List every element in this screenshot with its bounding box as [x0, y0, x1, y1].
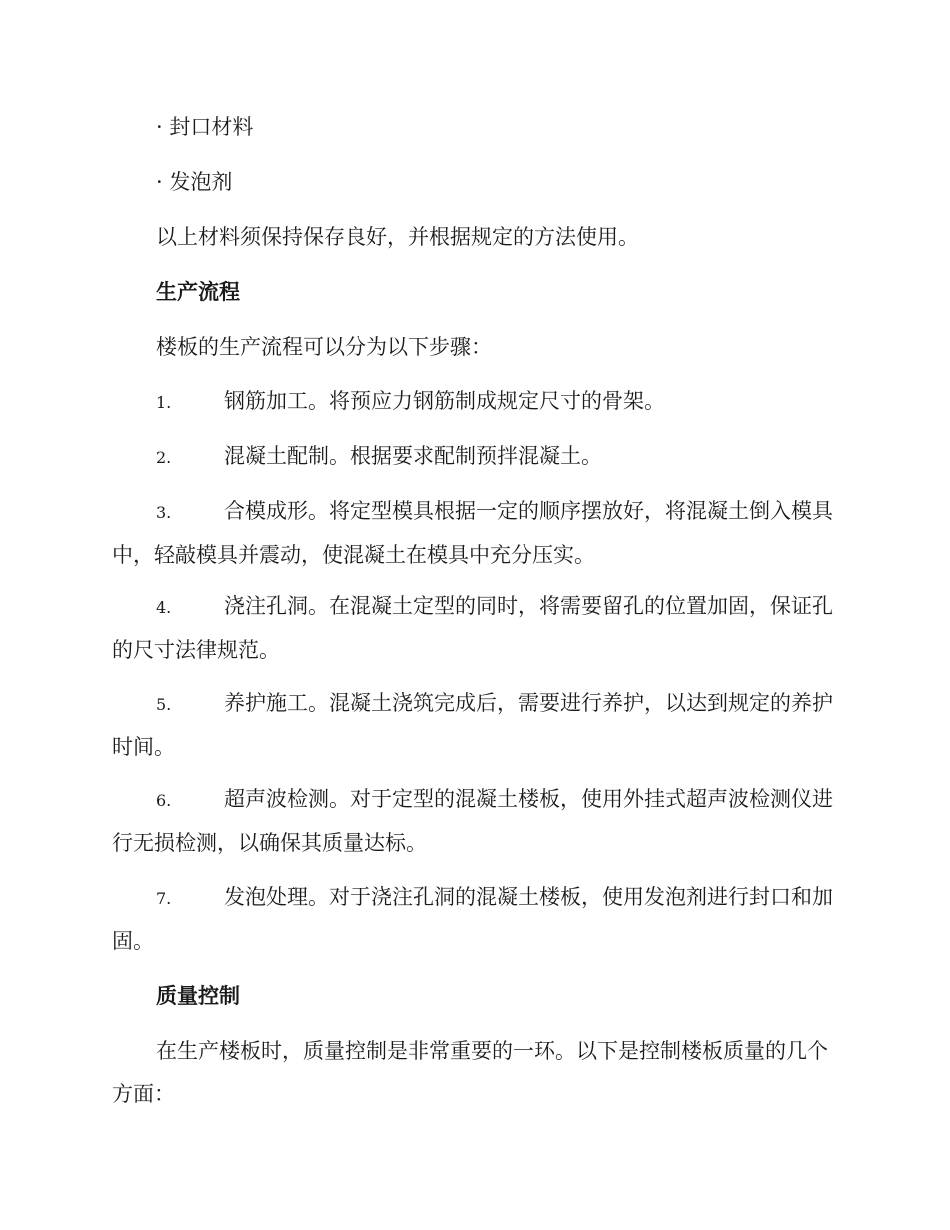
step-item — [112, 778, 834, 865]
step-number: 3. — [156, 503, 172, 522]
step-text: 钢筋加工。将预应力钢筋制成规定尺寸的骨架。 — [224, 389, 665, 413]
materials-note: 以上材料须保持保存良好，并根据规定的方法使用。 — [156, 225, 639, 249]
step-text: 合模成形。将定型模具根据一定的顺序摆放好，将混凝土倒入模具中，轻敲模具并震动，使混凝土在模具中充分压实。 — [112, 499, 833, 567]
step-text: 超声波检测。对于定型的混凝土楼板，使用外挂式超声波检测仪进行无损检测，以确保其质量达标。 — [112, 787, 833, 855]
step-number: 1. — [156, 393, 172, 412]
quality-intro: 在生产楼板时，质量控制是非常重要的一环。以下是控制楼板质量的几个方面： — [112, 1039, 828, 1106]
step-text: 混凝土配制。根据要求配制预拌混凝土。 — [224, 444, 602, 468]
step-item — [112, 682, 834, 769]
section-heading-production: 生产流程 — [156, 280, 240, 304]
step-item — [112, 490, 834, 577]
step-number: 2. — [156, 448, 172, 467]
step-text: 浇注孔洞。在混凝土定型的同时，将需要留孔的位置加固，保证孔的尺寸法律规范。 — [112, 594, 833, 662]
section-heading-quality: 质量控制 — [156, 984, 240, 1008]
step-number: 5. — [156, 695, 172, 714]
step-number: 7. — [156, 889, 172, 908]
step-text: 发泡处理。对于浇注孔洞的混凝土楼板，使用发泡剂进行封口和加固。 — [112, 885, 833, 953]
step-number: 4. — [156, 598, 172, 617]
step-item — [112, 380, 834, 424]
step-item — [112, 876, 834, 963]
step-number: 6. — [156, 791, 172, 810]
step-text: 养护施工。混凝土浇筑完成后，需要进行养护，以达到规定的养护时间。 — [112, 691, 833, 759]
step-item — [112, 435, 834, 479]
production-intro: 楼板的生产流程可以分为以下步骤： — [156, 335, 492, 359]
bullet-item: · 封口材料 — [156, 115, 254, 139]
step-item — [112, 585, 834, 672]
bullet-item: · 发泡剂 — [156, 170, 233, 194]
